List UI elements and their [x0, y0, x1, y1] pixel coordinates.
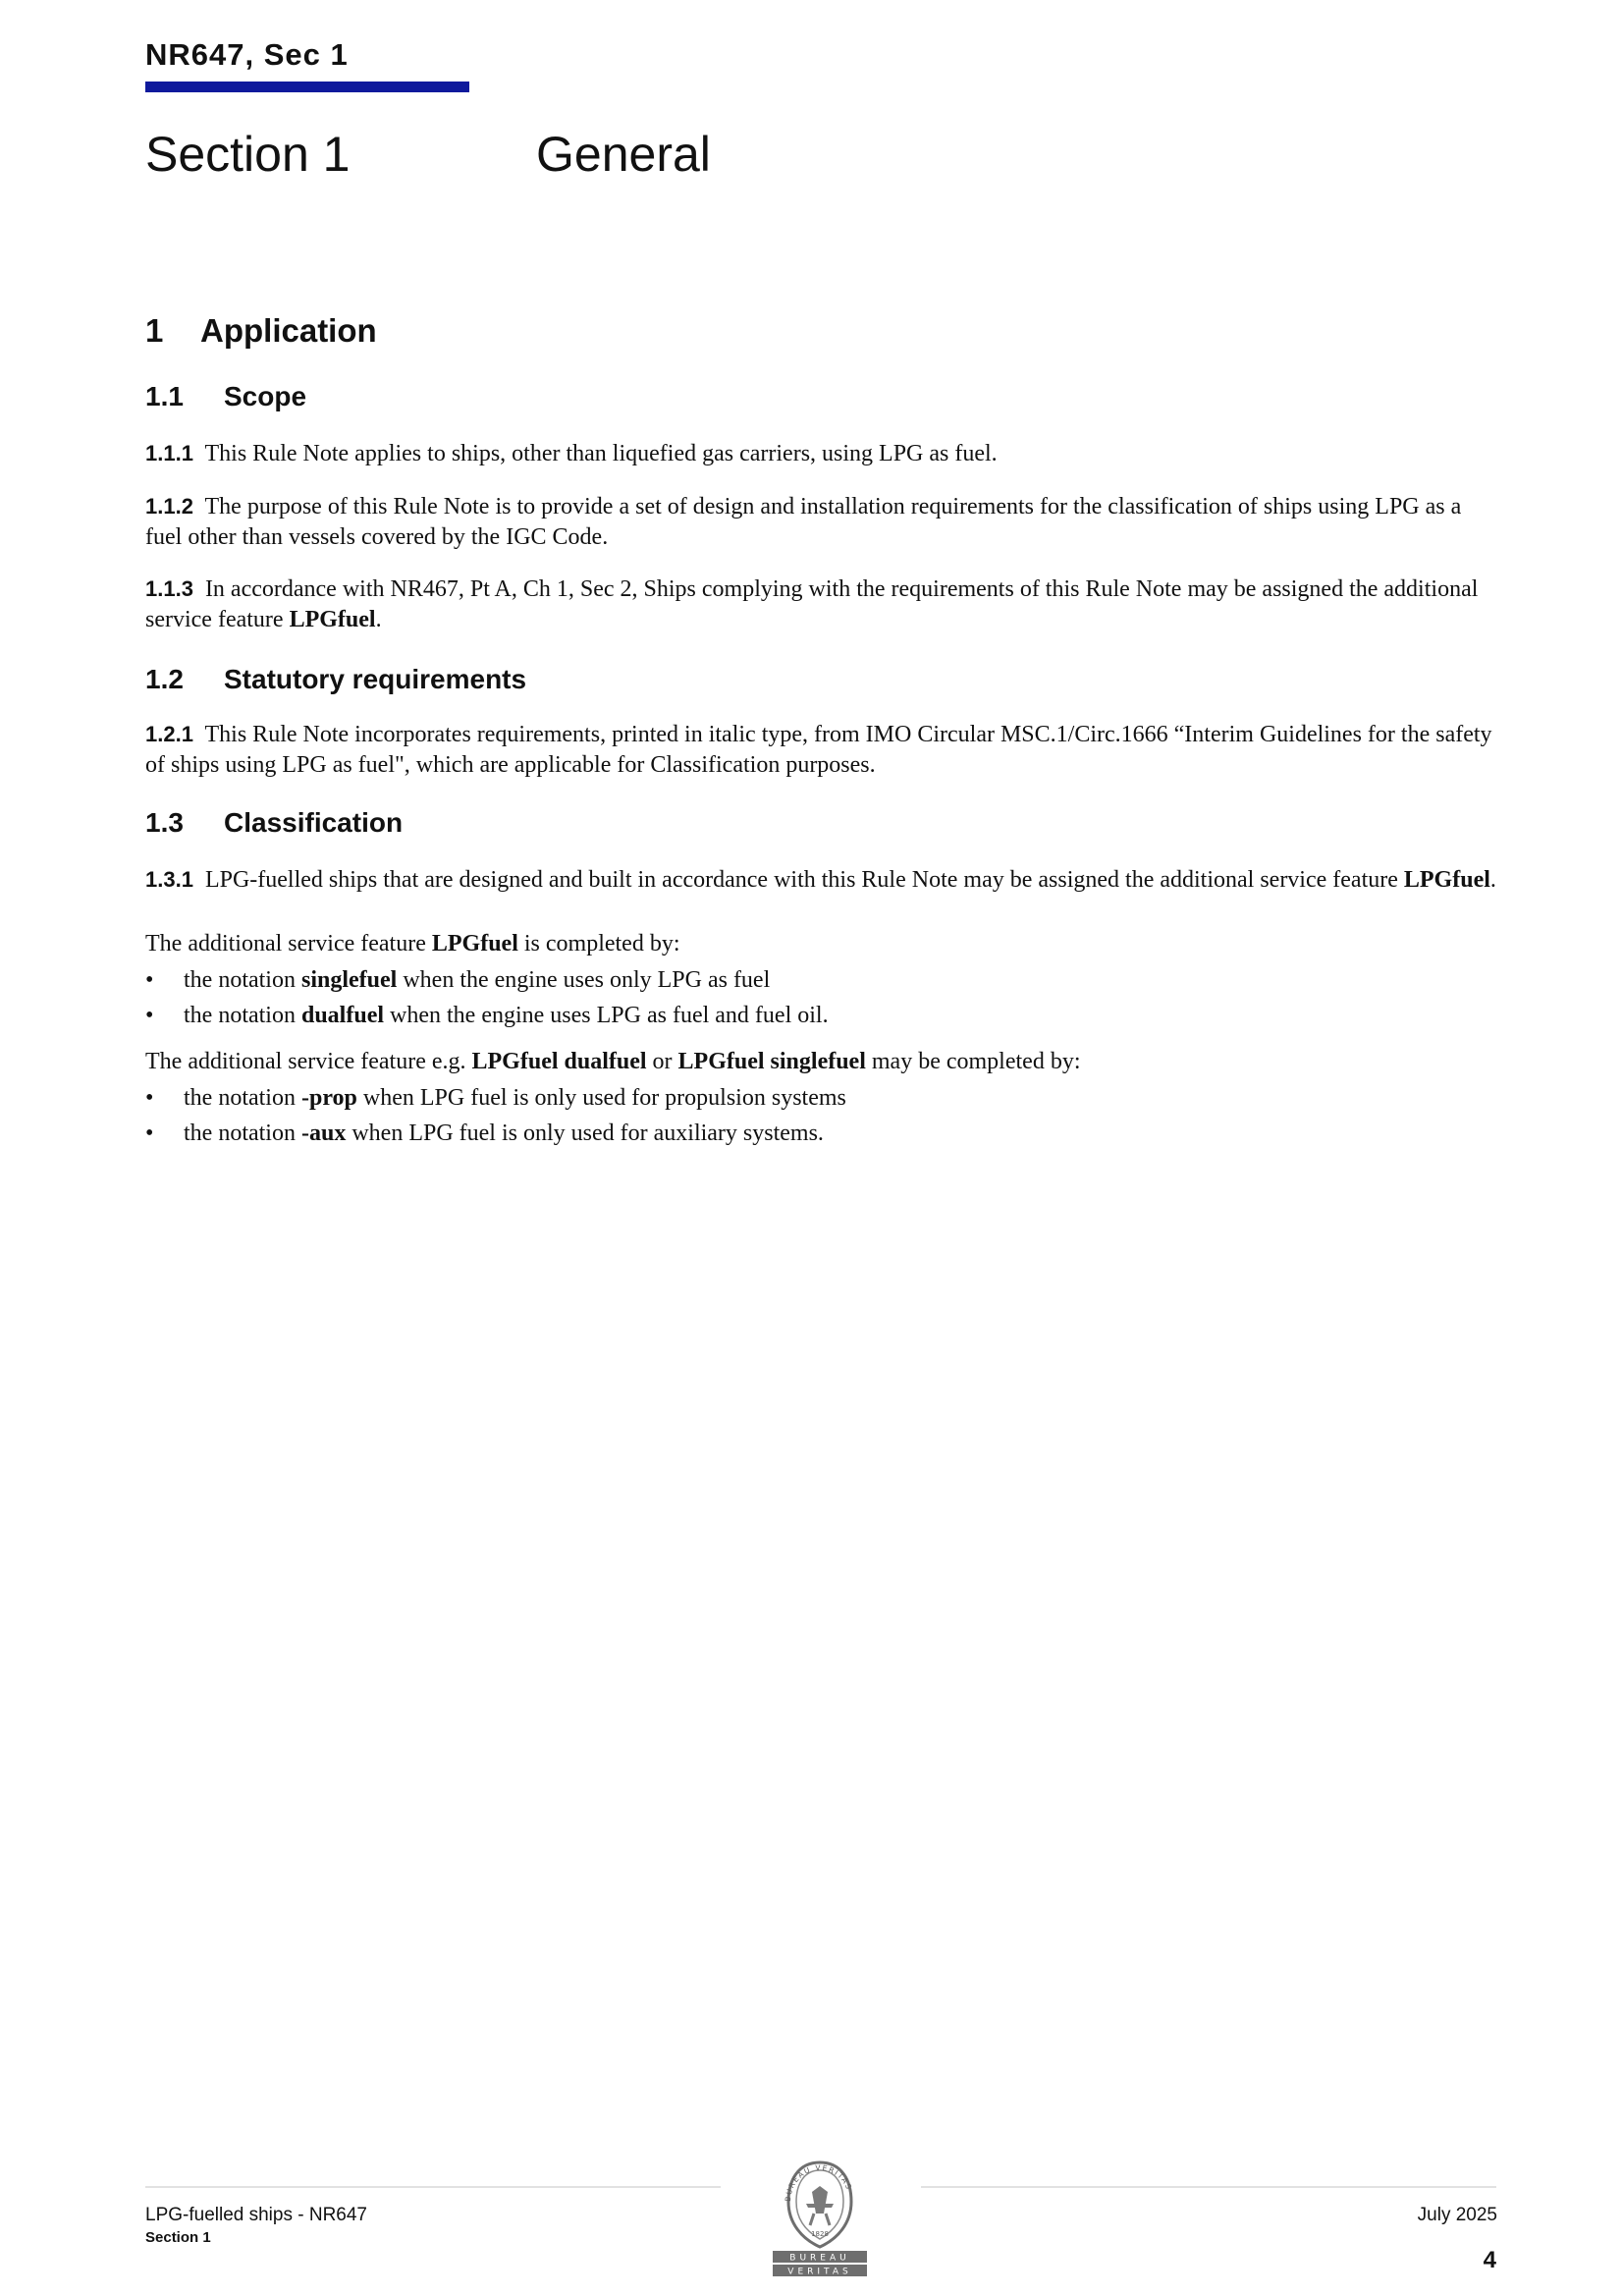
text-segment: when LPG fuel is only used for auxiliary systems. [346, 1121, 824, 1146]
paragraph-may-be-completed-by [145, 1047, 1496, 1077]
paragraph-text: The purpose of this Rule Note is to provide a set of design and installation requirements for the classification of ships using LPG as a fuel other than vessels covered by the IGC Code. [145, 494, 1462, 550]
paragraph-text: This Rule Note incorporates requirements, printed in italic type, from IMO Circular MSC.1/Circ.1666 “Interim Guidelines for the safety of ships using LPG as fuel", which are applicable for Classification purposes. [145, 722, 1492, 778]
heading-number: 1 [145, 312, 164, 349]
text-segment: or [646, 1049, 678, 1074]
paragraph-text: In accordance with NR467, Pt A, Ch 1, Sec 2, Ships complying with the requirements of this Rule Note may be assigned the additional service feature [145, 576, 1479, 632]
section-title: General [536, 127, 711, 182]
paragraph-end: . [1489, 867, 1496, 893]
paragraph-number: 1.3.1 [145, 867, 193, 892]
paragraph-text: LPG-fuelled ships that are designed and built in accordance with this Rule Note may be assigned the additional service feature [204, 867, 1404, 893]
footer-doc-title: LPG-fuelled ships - NR647 [145, 2205, 367, 2225]
bullet-icon: • [145, 1003, 154, 1028]
bullet-icon: • [145, 1121, 154, 1146]
logo-word-veritas: VERITAS [787, 2267, 852, 2277]
paragraph-number: 1.1.2 [145, 494, 193, 519]
notation-lpgfuel-dualfuel: LPGfuel dualfuel [471, 1049, 647, 1074]
heading-number: 1.3 [145, 807, 184, 838]
text-segment: the notation [184, 1003, 301, 1028]
logo-arc-text: BUREAU VERITAS [783, 2162, 854, 2203]
bullet-icon: • [145, 1085, 154, 1111]
paragraph-1-1-1 [145, 438, 1496, 469]
heading-scope [145, 381, 306, 412]
notation-lpgfuel: LPGfuel [431, 931, 518, 957]
paragraph-number: 1.1.3 [145, 576, 193, 601]
paragraph-1-1-3 [145, 574, 1496, 635]
text-segment: may be completed by: [865, 1049, 1081, 1074]
text-segment: the notation [184, 1121, 301, 1146]
heading-number: 1.2 [145, 664, 184, 694]
list-item [145, 1083, 846, 1114]
text-segment: The additional service feature e.g. [145, 1049, 472, 1074]
paragraph-1-2-1 [145, 719, 1496, 781]
notation-aux: -aux [300, 1121, 347, 1146]
notation-lpgfuel-singlefuel: LPGfuel singlefuel [677, 1049, 866, 1074]
paragraph-1-3-1 [145, 864, 1496, 896]
bureau-veritas-logo-icon [769, 2157, 871, 2278]
notation-lpgfuel: LPGfuel [1403, 867, 1490, 893]
logo-year: 1828 [811, 2230, 829, 2238]
page-number: 4 [1483, 2247, 1496, 2273]
heading-classification [145, 807, 403, 839]
notation-lpgfuel: LPGfuel [289, 607, 376, 632]
text-segment: the notation [184, 1085, 301, 1111]
notation-prop: -prop [300, 1085, 357, 1111]
notation-dualfuel: dualfuel [300, 1003, 385, 1028]
bullet-icon: • [145, 967, 154, 993]
footer-rule-left [145, 2186, 721, 2188]
heading-text: Application [200, 312, 377, 349]
paragraph-number: 1.1.1 [145, 441, 193, 465]
header-accent-bar [145, 82, 469, 92]
heading-text: Statutory requirements [224, 664, 527, 694]
text-segment: when the engine uses only LPG as fuel [397, 967, 771, 993]
paragraph-text: This Rule Note applies to ships, other than liquefied gas carriers, using LPG as fuel. [204, 441, 998, 466]
heading-text: Scope [224, 381, 307, 411]
heading-text: Classification [224, 807, 404, 838]
list-item [145, 1001, 829, 1031]
paragraph-completed-by [145, 929, 1496, 959]
footer-date: July 2025 [1417, 2205, 1497, 2225]
text-segment: when LPG fuel is only used for propulsion systems [356, 1085, 846, 1111]
section-number: Section 1 [145, 127, 351, 182]
notation-singlefuel: singlefuel [300, 967, 398, 993]
heading-application [145, 312, 377, 350]
paragraph-1-1-2 [145, 491, 1496, 553]
text-segment: The additional service feature [145, 931, 432, 957]
heading-statutory-requirements [145, 664, 526, 695]
list-item [145, 965, 770, 996]
text-segment: is completed by: [517, 931, 680, 957]
list-item [145, 1119, 824, 1149]
paragraph-number: 1.2.1 [145, 722, 193, 746]
text-segment: the notation [184, 967, 301, 993]
running-head: NR647, Sec 1 [145, 37, 349, 72]
paragraph-end: . [375, 607, 382, 632]
logo-word-bureau: BUREAU [789, 2253, 850, 2264]
footer-section: Section 1 [145, 2229, 211, 2246]
heading-number: 1.1 [145, 381, 184, 411]
text-segment: when the engine uses LPG as fuel and fuel oil. [384, 1003, 829, 1028]
footer-rule-right [921, 2186, 1496, 2188]
